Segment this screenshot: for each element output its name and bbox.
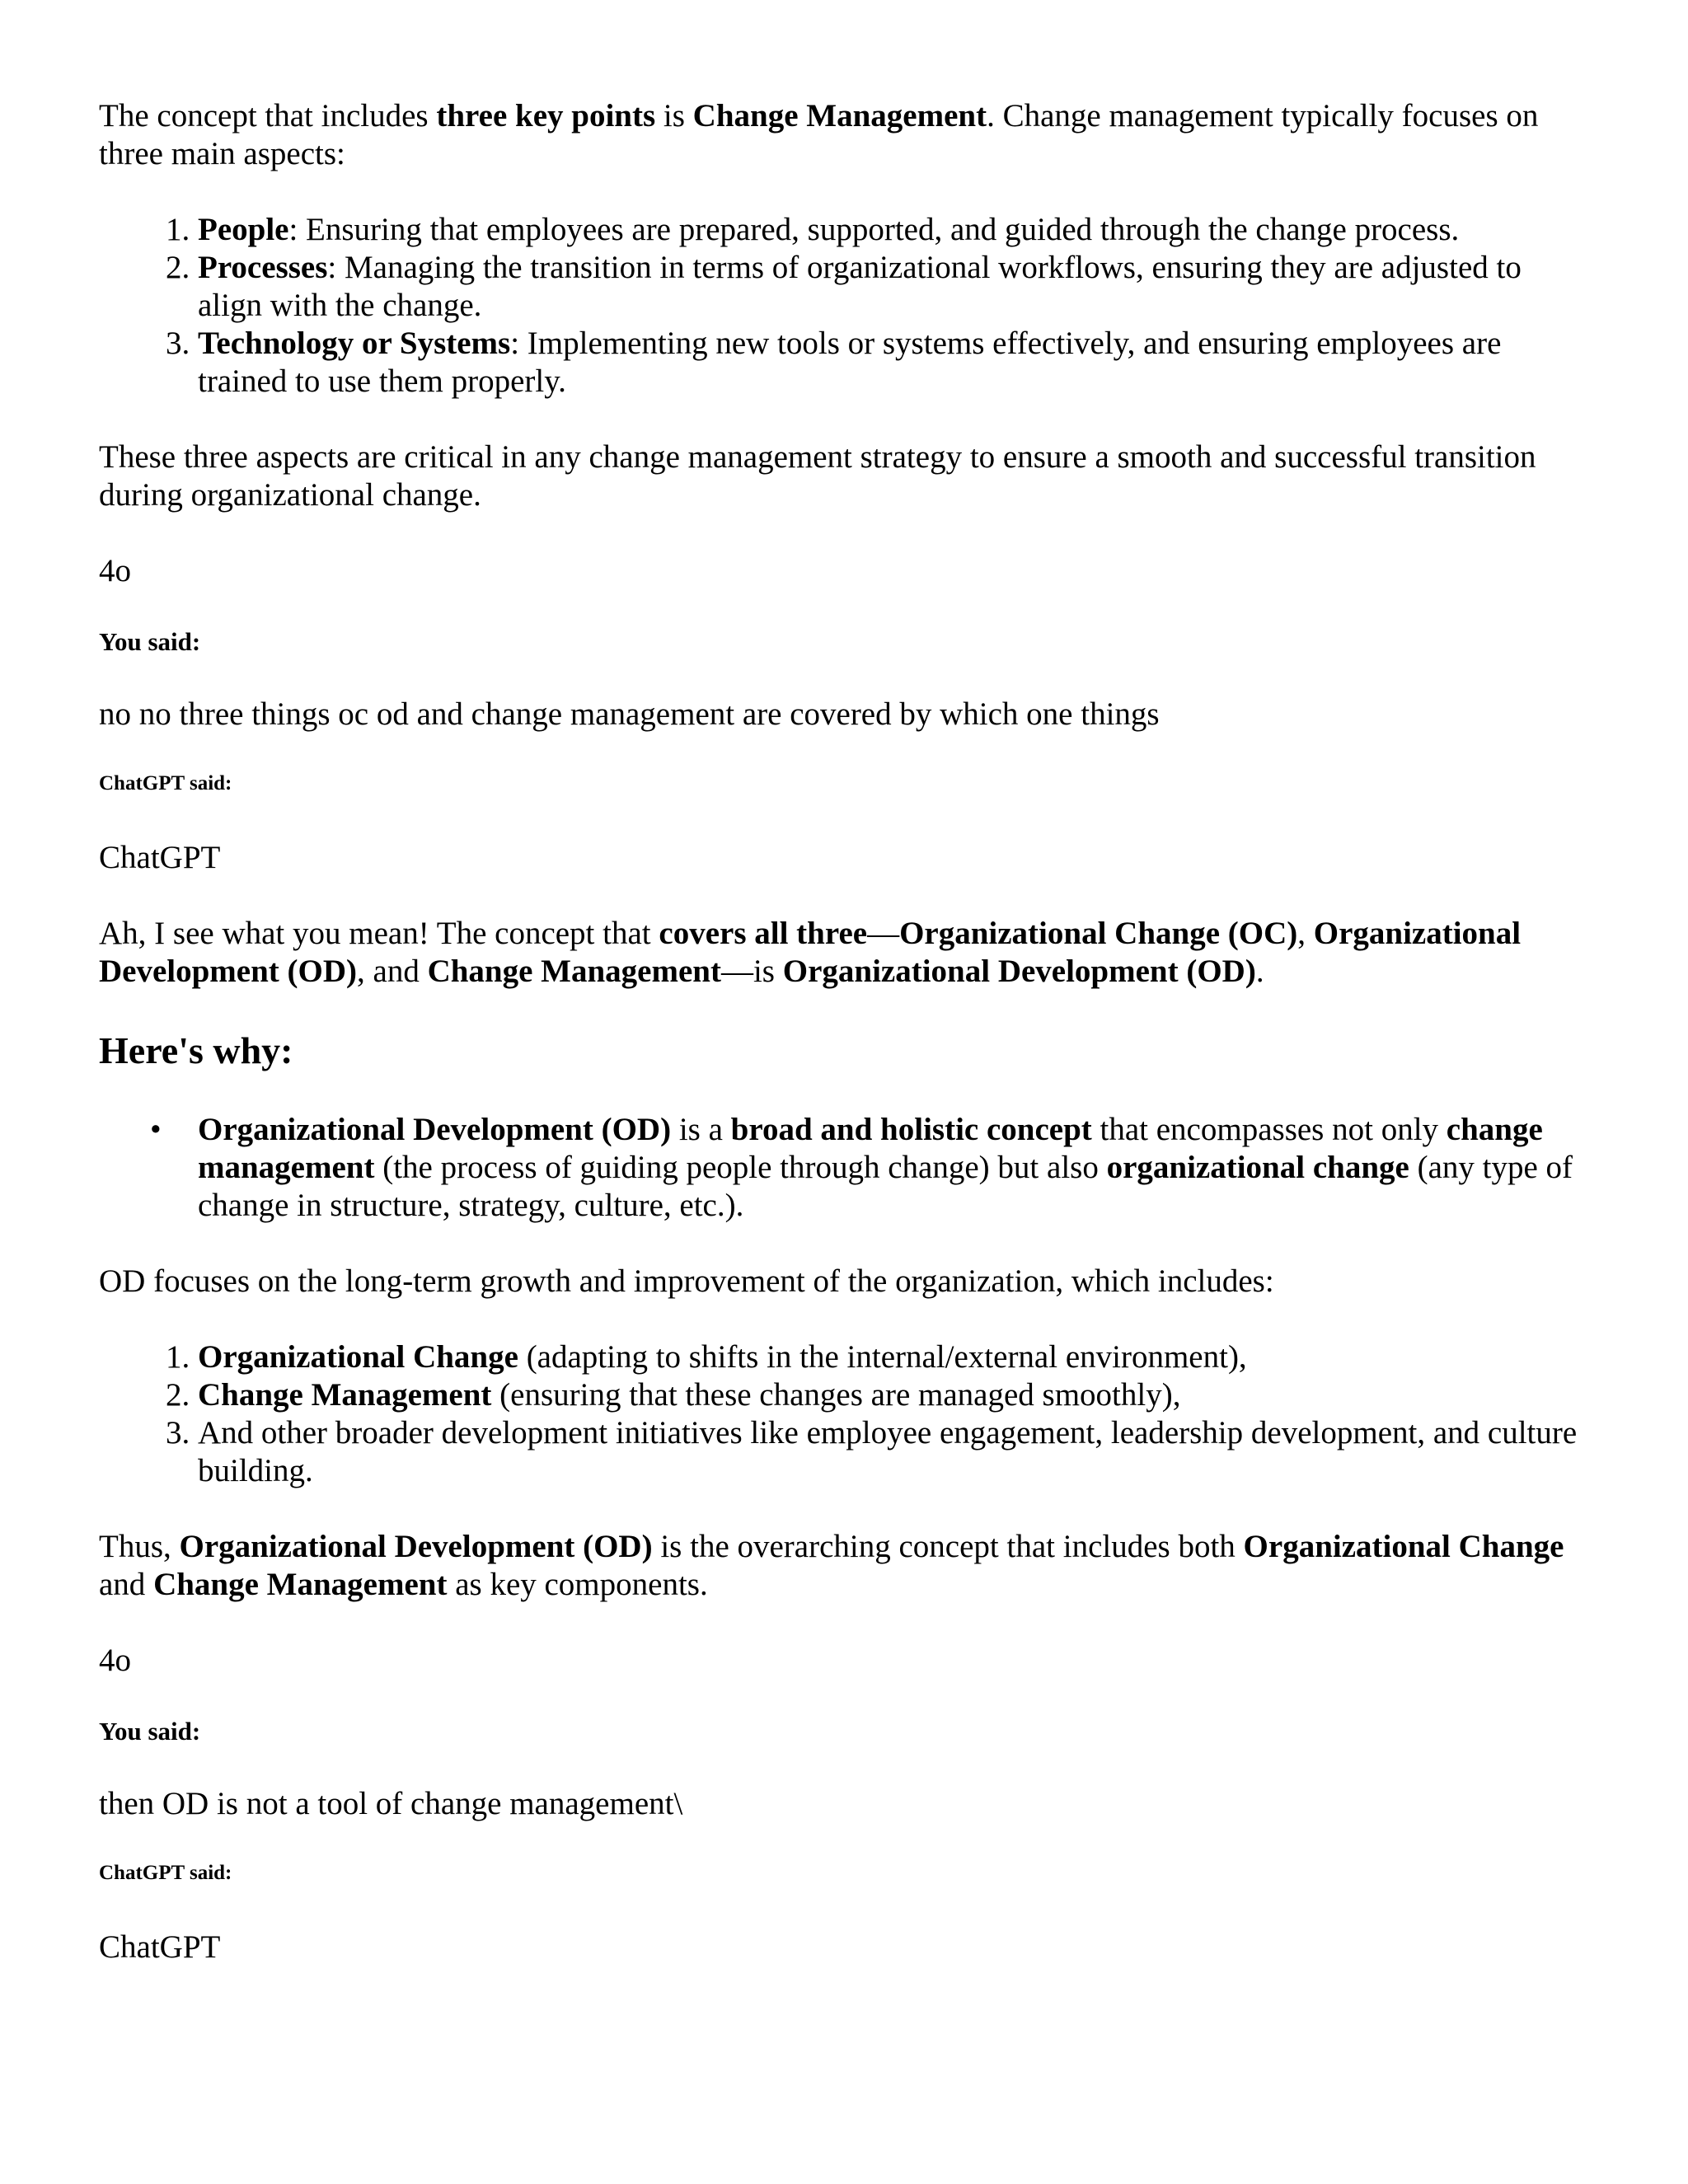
text-run: . Change management typically focuses on three main aspects: bbox=[99, 98, 1539, 171]
bold-run: three key points bbox=[436, 98, 656, 134]
you-said-heading: You said: bbox=[99, 1717, 201, 1746]
text-run: —is bbox=[720, 954, 783, 989]
list-item-text: (adapting to shifts in the internal/external environment), bbox=[518, 1339, 1247, 1375]
bold-run: Organizational Change bbox=[1243, 1529, 1564, 1564]
list-item-title: Technology or Systems bbox=[198, 326, 511, 361]
list-item-title: People bbox=[198, 212, 289, 247]
text-run: — bbox=[867, 916, 900, 951]
bold-run: Change Management bbox=[153, 1567, 448, 1602]
chatgpt-name: ChatGPT bbox=[99, 840, 221, 875]
bold-run: Organizational Development (OD) bbox=[179, 1529, 653, 1564]
list-item-title: Organizational Change bbox=[198, 1339, 518, 1375]
bullet-marker: • bbox=[150, 1112, 162, 1147]
answer-intro-paragraph bbox=[99, 97, 1582, 173]
list-item-text: : Ensuring that employees are prepared, supported, and guided through the change process. bbox=[288, 212, 1460, 247]
text-run: . bbox=[1255, 954, 1264, 989]
focus-paragraph: OD focuses on the long-term growth and improvement of the organization, which includes: bbox=[99, 1263, 1274, 1299]
document-page bbox=[99, 97, 1582, 2004]
bold-run: Change Management bbox=[427, 954, 721, 989]
chatgpt-said-heading: ChatGPT said: bbox=[99, 1862, 232, 1884]
model-label: 4o bbox=[99, 1643, 131, 1678]
list-item-title: Change Management bbox=[198, 1377, 492, 1413]
list-item-text: And other broader development initiatives like employee engagement, leadership development, and culture building. bbox=[198, 1415, 1578, 1488]
includes-list bbox=[99, 1338, 1582, 1490]
bold-run: Organizational Development (OD) bbox=[782, 954, 1256, 989]
bold-run: broad and holistic concept bbox=[730, 1112, 1092, 1147]
list-item bbox=[198, 1414, 1582, 1490]
bold-run: Change Management bbox=[692, 98, 987, 134]
user-message: no no three things oc od and change management are covered by which one things bbox=[99, 696, 1160, 732]
aspects-list bbox=[99, 211, 1582, 401]
text-run: that encompasses not only bbox=[1091, 1112, 1447, 1147]
text-run: The concept that includes bbox=[99, 98, 437, 134]
list-item-text: (ensuring that these changes are managed smoothly), bbox=[491, 1377, 1181, 1413]
text-run: Thus, bbox=[99, 1529, 180, 1564]
section-heading: Here's why: bbox=[99, 1029, 293, 1071]
text-run: is bbox=[655, 98, 693, 134]
bold-run: Organizational Change (OC) bbox=[899, 916, 1298, 951]
text-run: is a bbox=[671, 1112, 731, 1147]
list-item-text: : Implementing new tools or systems effectively, and ensuring employees are trained to use them properly. bbox=[198, 326, 1502, 399]
list-item-text: : Managing the transition in terms of organizational workflows, ensuring they are adjusted to align with the change. bbox=[198, 250, 1522, 323]
bullet-list bbox=[99, 1111, 1582, 1225]
model-label: 4o bbox=[99, 553, 131, 588]
bold-run: Organizational Development (OD) bbox=[99, 916, 1522, 989]
answer-intro-paragraph bbox=[99, 915, 1582, 991]
text-run: and bbox=[99, 1567, 154, 1602]
text-run: , and bbox=[357, 954, 428, 989]
text-run: is the overarching concept that includes both bbox=[652, 1529, 1244, 1564]
list-item bbox=[198, 325, 1582, 401]
list-item bbox=[198, 211, 1582, 249]
list-item-title: Processes bbox=[198, 250, 328, 285]
bold-run: covers all three bbox=[659, 916, 868, 951]
chatgpt-said-heading: ChatGPT said: bbox=[99, 772, 232, 794]
list-item bbox=[198, 249, 1582, 325]
bold-run: organizational change bbox=[1106, 1150, 1409, 1185]
text-run: Ah, I see what you mean! The concept that bbox=[99, 916, 659, 951]
text-run: (the process of guiding people through change) but also bbox=[374, 1150, 1107, 1185]
bold-run: Organizational Development (OD) bbox=[198, 1112, 672, 1147]
text-run: as key components. bbox=[447, 1567, 708, 1602]
answer-conclusion-paragraph: These three aspects are critical in any change management strategy to ensure a smooth and successful transition during organizational change. bbox=[99, 439, 1536, 513]
bold-run: change management bbox=[198, 1112, 1543, 1185]
chatgpt-name: ChatGPT bbox=[99, 1929, 221, 1965]
list-item bbox=[198, 1338, 1582, 1376]
summary-paragraph bbox=[99, 1528, 1582, 1604]
bullet-item bbox=[150, 1111, 1582, 1225]
text-run: , bbox=[1297, 916, 1314, 951]
list-item bbox=[198, 1376, 1582, 1414]
text-run: (any type of change in structure, strategy, culture, etc.). bbox=[198, 1150, 1573, 1223]
user-message: then OD is not a tool of change management\ bbox=[99, 1786, 683, 1821]
you-said-heading: You said: bbox=[99, 627, 201, 656]
